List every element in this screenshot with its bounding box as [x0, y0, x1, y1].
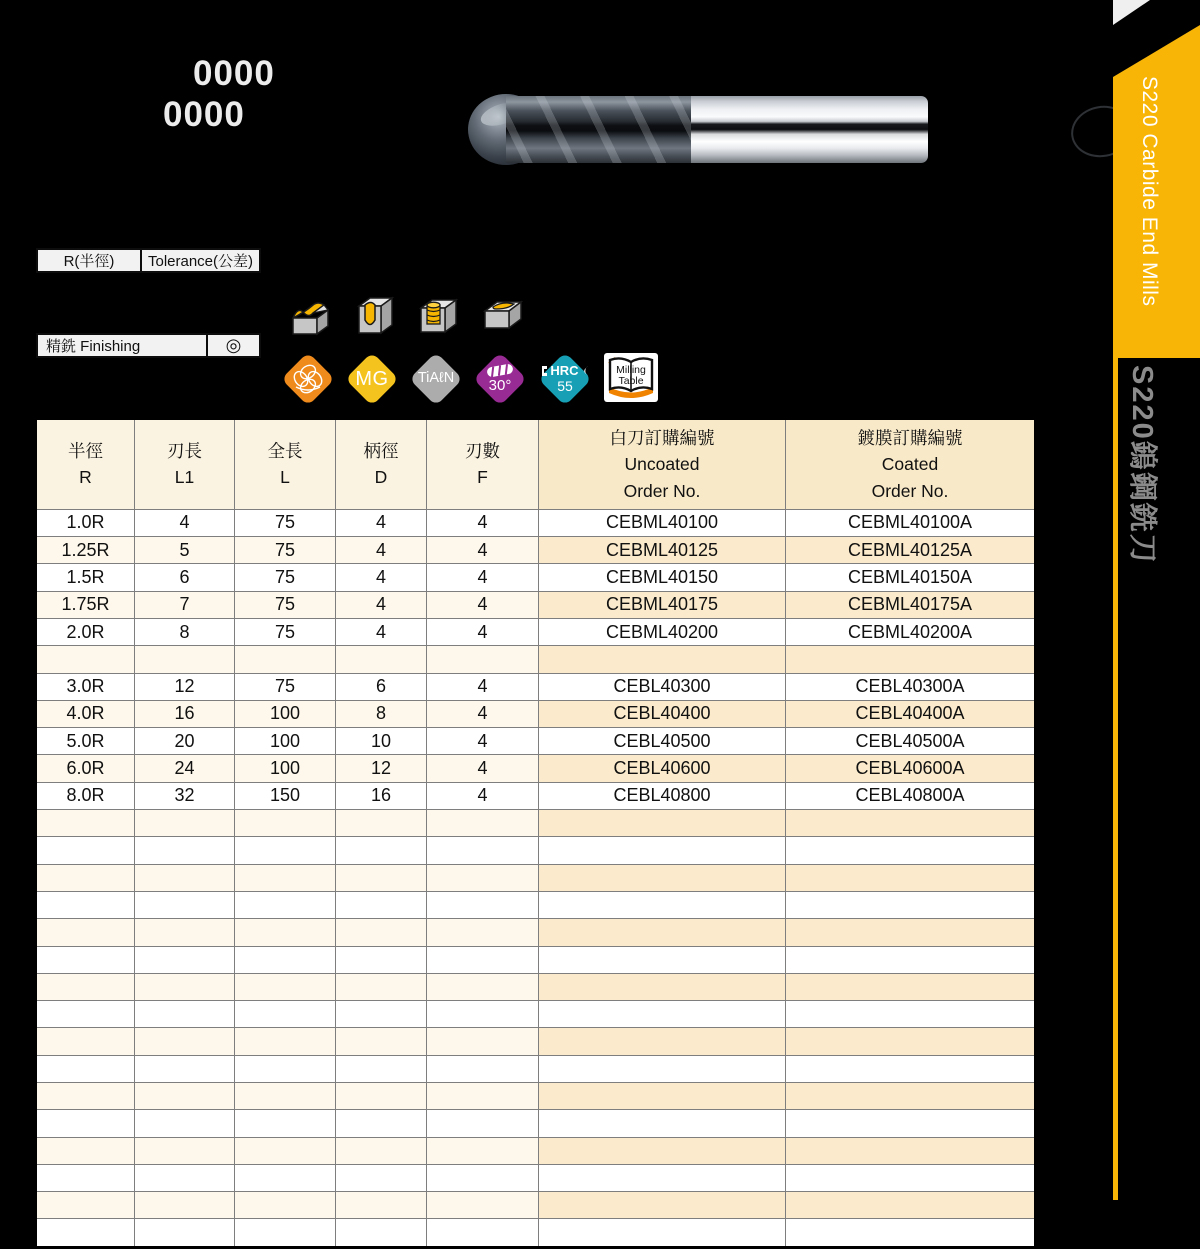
table-cell: CEBL40400A — [786, 700, 1036, 727]
table-cell: 1.25R — [36, 537, 135, 564]
table-cell — [336, 646, 427, 673]
table-cell: 75 — [235, 537, 336, 564]
table-cell — [786, 1164, 1036, 1191]
table-cell — [786, 864, 1036, 891]
table-cell — [427, 864, 539, 891]
ball-nose-cross-section-icon — [290, 361, 326, 397]
coating-label: TiAℓN — [417, 370, 455, 387]
table-cell: 24 — [135, 755, 235, 782]
table-row — [36, 564, 1036, 591]
table-cell — [36, 837, 135, 864]
table-cell — [135, 1192, 235, 1219]
table-cell — [135, 864, 235, 891]
hardness-scale-label: HRC — [550, 363, 579, 379]
table-cell: 4 — [336, 591, 427, 618]
table-cell — [235, 1192, 336, 1219]
table-cell — [336, 1055, 427, 1082]
table-cell — [786, 1219, 1036, 1247]
table-cell — [135, 1028, 235, 1055]
table-cell: CEBML40100 — [539, 509, 786, 536]
corner-rounding-milling-icon — [287, 292, 333, 338]
milling-table-label-1: Milling — [616, 364, 646, 376]
ball-nose-end-mill-photo — [468, 90, 930, 166]
tolerance-label-cell: Tolerance(公差) — [140, 248, 261, 273]
table-cell — [135, 646, 235, 673]
table-cell — [539, 864, 786, 891]
micro-grain-badge — [345, 352, 399, 406]
table-cell — [336, 946, 427, 973]
table-row — [36, 1001, 1036, 1028]
end-mill-flutes — [506, 96, 691, 163]
table-cell: 100 — [235, 755, 336, 782]
table-cell: 75 — [235, 673, 336, 700]
table-row — [36, 646, 1036, 673]
table-cell — [539, 1028, 786, 1055]
table-cell — [336, 1110, 427, 1137]
table-cell: 4 — [427, 564, 539, 591]
table-cell: 4 — [427, 782, 539, 809]
table-row — [36, 1028, 1036, 1055]
spec-table — [34, 417, 1037, 1249]
table-cell: 8.0R — [36, 782, 135, 809]
table-cell — [135, 1219, 235, 1247]
helix-angle-badge — [473, 352, 527, 406]
table-row — [36, 755, 1036, 782]
spec-table-header-cell: 刃長 L1 — [135, 419, 235, 510]
table-row — [36, 946, 1036, 973]
table-cell: 6 — [336, 673, 427, 700]
table-cell — [336, 891, 427, 918]
table-cell — [235, 1055, 336, 1082]
table-row — [36, 864, 1036, 891]
spec-table-header-cell: 柄徑 D — [336, 419, 427, 510]
table-cell: 5 — [135, 537, 235, 564]
end-mill-shank — [691, 96, 928, 163]
table-cell: 150 — [235, 782, 336, 809]
table-cell: CEBML40175A — [786, 591, 1036, 618]
table-cell: CEBL40600A — [786, 755, 1036, 782]
table-cell — [786, 1082, 1036, 1109]
table-cell: 4 — [427, 673, 539, 700]
table-cell — [427, 1082, 539, 1109]
table-cell: CEBL40500 — [539, 728, 786, 755]
table-cell — [235, 864, 336, 891]
sidebar-series-title: S220鎢鋼銑刀 — [1126, 365, 1158, 565]
table-cell — [36, 1028, 135, 1055]
table-cell — [786, 1137, 1036, 1164]
table-cell: CEBL40800 — [539, 782, 786, 809]
table-cell: 16 — [135, 700, 235, 727]
table-cell — [36, 1192, 135, 1219]
table-cell — [539, 919, 786, 946]
radius-label-cell: R(半徑) — [36, 248, 142, 273]
table-cell — [539, 646, 786, 673]
tolerance-header-row — [36, 248, 261, 273]
table-cell — [336, 1028, 427, 1055]
table-cell — [539, 837, 786, 864]
table-cell — [36, 919, 135, 946]
table-cell — [235, 891, 336, 918]
table-cell: 4 — [427, 537, 539, 564]
hardness-badge — [538, 352, 592, 406]
table-cell: 100 — [235, 700, 336, 727]
table-cell: CEBL40800A — [786, 782, 1036, 809]
table-cell — [36, 1082, 135, 1109]
table-cell — [539, 1164, 786, 1191]
finishing-row — [36, 333, 261, 358]
milling-table-label-2: Table — [618, 375, 644, 387]
table-cell: 10 — [336, 728, 427, 755]
table-cell — [336, 810, 427, 837]
table-cell — [235, 810, 336, 837]
table-cell — [336, 837, 427, 864]
table-cell: CEBML40200A — [786, 618, 1036, 645]
page-code-top: 0000 — [193, 54, 275, 93]
table-cell — [235, 946, 336, 973]
milling-table-badge — [604, 353, 658, 402]
table-cell — [235, 837, 336, 864]
table-row — [36, 1164, 1036, 1191]
table-cell: 4 — [336, 564, 427, 591]
table-cell — [427, 973, 539, 1000]
table-cell: CEBML40150A — [786, 564, 1036, 591]
table-row — [36, 837, 1036, 864]
table-cell — [539, 946, 786, 973]
table-cell — [36, 1001, 135, 1028]
helical-plunge-milling-icon — [415, 292, 461, 338]
table-cell — [235, 1028, 336, 1055]
table-cell — [336, 1137, 427, 1164]
spec-table-header-cell: 鍍膜訂購編號 Coated Order No. — [786, 419, 1036, 510]
table-cell — [135, 837, 235, 864]
table-cell: 4 — [427, 728, 539, 755]
table-cell: 4 — [336, 509, 427, 536]
table-cell — [36, 946, 135, 973]
table-row — [36, 1219, 1036, 1247]
table-cell — [135, 946, 235, 973]
table-cell: 5.0R — [36, 728, 135, 755]
table-cell: 75 — [235, 509, 336, 536]
table-cell — [36, 646, 135, 673]
table-cell — [336, 973, 427, 1000]
table-cell — [427, 891, 539, 918]
table-cell: 4 — [427, 509, 539, 536]
table-cell — [539, 891, 786, 918]
table-cell — [36, 1110, 135, 1137]
table-cell — [235, 1110, 336, 1137]
table-cell — [336, 1001, 427, 1028]
table-cell — [539, 1001, 786, 1028]
page-code-bottom: 0000 — [163, 95, 245, 134]
face-milling-icon — [479, 292, 525, 338]
table-cell — [336, 1082, 427, 1109]
sidebar-tab-title: S220 Carbide End Mills — [1138, 76, 1161, 307]
table-cell: 7 — [135, 591, 235, 618]
table-cell — [427, 919, 539, 946]
table-cell: 2.0R — [36, 618, 135, 645]
table-cell — [135, 919, 235, 946]
table-cell — [427, 1164, 539, 1191]
table-row — [36, 728, 1036, 755]
table-cell — [135, 891, 235, 918]
table-row — [36, 1055, 1036, 1082]
table-cell — [135, 1164, 235, 1191]
table-cell: 4 — [427, 700, 539, 727]
table-cell: 4 — [135, 509, 235, 536]
hardness-value: 55 — [557, 377, 573, 394]
spec-table-header-cell: 全長 L — [235, 419, 336, 510]
table-cell: 100 — [235, 728, 336, 755]
table-cell: 32 — [135, 782, 235, 809]
ball-nose-4-flute-badge — [281, 352, 335, 406]
table-cell — [539, 1192, 786, 1219]
sidebar-accent-strip — [1113, 358, 1118, 1200]
wrench-head-icon — [581, 365, 589, 377]
table-row — [36, 618, 1036, 645]
table-cell — [786, 891, 1036, 918]
coating-badge — [409, 352, 463, 406]
table-cell — [36, 891, 135, 918]
table-row — [36, 673, 1036, 700]
table-cell — [235, 1164, 336, 1191]
table-cell: 16 — [336, 782, 427, 809]
table-cell — [786, 1055, 1036, 1082]
table-cell: 4 — [427, 755, 539, 782]
table-cell — [427, 837, 539, 864]
table-cell — [427, 1110, 539, 1137]
helix-angle-label: 30° — [488, 377, 512, 395]
table-cell — [427, 810, 539, 837]
table-cell: 3.0R — [36, 673, 135, 700]
sidebar-notch — [1113, 0, 1150, 25]
table-cell: 8 — [336, 700, 427, 727]
table-cell: CEBL40300 — [539, 673, 786, 700]
table-cell — [235, 1001, 336, 1028]
table-cell — [336, 864, 427, 891]
table-cell — [135, 1001, 235, 1028]
table-cell: 1.5R — [36, 564, 135, 591]
table-cell: 6 — [135, 564, 235, 591]
table-cell: 1.0R — [36, 509, 135, 536]
table-cell: 75 — [235, 591, 336, 618]
table-cell: 4 — [427, 618, 539, 645]
table-cell — [336, 1219, 427, 1247]
table-cell: CEBML40100A — [786, 509, 1036, 536]
spec-table-header-cell: 刃數 F — [427, 419, 539, 510]
table-cell — [427, 1137, 539, 1164]
table-cell — [336, 1164, 427, 1191]
table-row — [36, 509, 1036, 536]
table-cell — [786, 1001, 1036, 1028]
table-cell — [235, 919, 336, 946]
spec-table-header-cell: 半徑 R — [36, 419, 135, 510]
table-cell — [235, 1137, 336, 1164]
table-cell: 12 — [336, 755, 427, 782]
table-cell — [539, 1219, 786, 1247]
table-cell: 12 — [135, 673, 235, 700]
table-cell — [135, 810, 235, 837]
table-cell: 75 — [235, 564, 336, 591]
table-cell — [135, 1137, 235, 1164]
finishing-rating-cell: ◎ — [206, 333, 261, 358]
table-cell — [36, 1164, 135, 1191]
table-cell: 4 — [427, 591, 539, 618]
finishing-label-cell: 精銑 Finishing — [36, 333, 208, 358]
table-row — [36, 1110, 1036, 1137]
table-cell — [786, 646, 1036, 673]
table-cell: 6.0R — [36, 755, 135, 782]
table-cell — [786, 1028, 1036, 1055]
table-cell — [786, 973, 1036, 1000]
table-cell — [36, 864, 135, 891]
table-row — [36, 1082, 1036, 1109]
wrench-icon — [541, 365, 548, 377]
table-cell — [539, 973, 786, 1000]
table-cell — [36, 973, 135, 1000]
table-cell: CEBL40400 — [539, 700, 786, 727]
table-cell — [135, 1055, 235, 1082]
table-cell: CEBML40200 — [539, 618, 786, 645]
table-cell: 20 — [135, 728, 235, 755]
table-cell: 1.75R — [36, 591, 135, 618]
table-cell: CEBML40125 — [539, 537, 786, 564]
table-row — [36, 591, 1036, 618]
table-cell — [786, 837, 1036, 864]
table-row — [36, 891, 1036, 918]
table-cell — [786, 946, 1036, 973]
table-row — [36, 537, 1036, 564]
table-cell — [539, 1082, 786, 1109]
table-cell: 4 — [336, 618, 427, 645]
drill-flute-icon — [485, 364, 515, 377]
table-row — [36, 782, 1036, 809]
table-cell — [135, 973, 235, 1000]
table-cell — [427, 646, 539, 673]
table-cell: 8 — [135, 618, 235, 645]
table-cell: CEBML40150 — [539, 564, 786, 591]
table-cell — [539, 1137, 786, 1164]
table-cell — [135, 1082, 235, 1109]
table-row — [36, 1192, 1036, 1219]
table-cell: 75 — [235, 618, 336, 645]
table-cell: CEBML40175 — [539, 591, 786, 618]
table-cell: CEBL40300A — [786, 673, 1036, 700]
table-cell — [235, 973, 336, 1000]
table-cell — [539, 1055, 786, 1082]
table-row — [36, 700, 1036, 727]
table-cell: CEBML40125A — [786, 537, 1036, 564]
table-cell: CEBL40500A — [786, 728, 1036, 755]
table-cell — [427, 1028, 539, 1055]
table-cell — [36, 1137, 135, 1164]
slot-milling-icon — [351, 292, 397, 338]
table-cell — [427, 1055, 539, 1082]
table-row — [36, 810, 1036, 837]
table-cell — [427, 946, 539, 973]
table-row — [36, 919, 1036, 946]
spec-table-header-cell: 白刀訂購編號 Uncoated Order No. — [539, 419, 786, 510]
table-row — [36, 1137, 1036, 1164]
table-cell — [336, 1192, 427, 1219]
table-cell — [539, 810, 786, 837]
table-cell — [427, 1192, 539, 1219]
mg-label: MG — [355, 367, 389, 390]
table-cell — [336, 919, 427, 946]
table-cell — [235, 1219, 336, 1247]
table-cell: CEBL40600 — [539, 755, 786, 782]
table-cell — [427, 1219, 539, 1247]
table-cell — [786, 810, 1036, 837]
table-cell — [235, 646, 336, 673]
table-cell: 4.0R — [36, 700, 135, 727]
table-cell — [786, 1192, 1036, 1219]
table-cell — [36, 810, 135, 837]
table-cell — [786, 1110, 1036, 1137]
table-cell — [36, 1055, 135, 1082]
table-row — [36, 973, 1036, 1000]
table-cell — [135, 1110, 235, 1137]
table-cell — [235, 1082, 336, 1109]
table-cell: 4 — [336, 537, 427, 564]
table-cell — [539, 1110, 786, 1137]
table-cell — [786, 919, 1036, 946]
table-cell — [427, 1001, 539, 1028]
table-cell — [36, 1219, 135, 1247]
open-book-icon — [604, 353, 658, 402]
spec-table-header — [36, 419, 1036, 510]
